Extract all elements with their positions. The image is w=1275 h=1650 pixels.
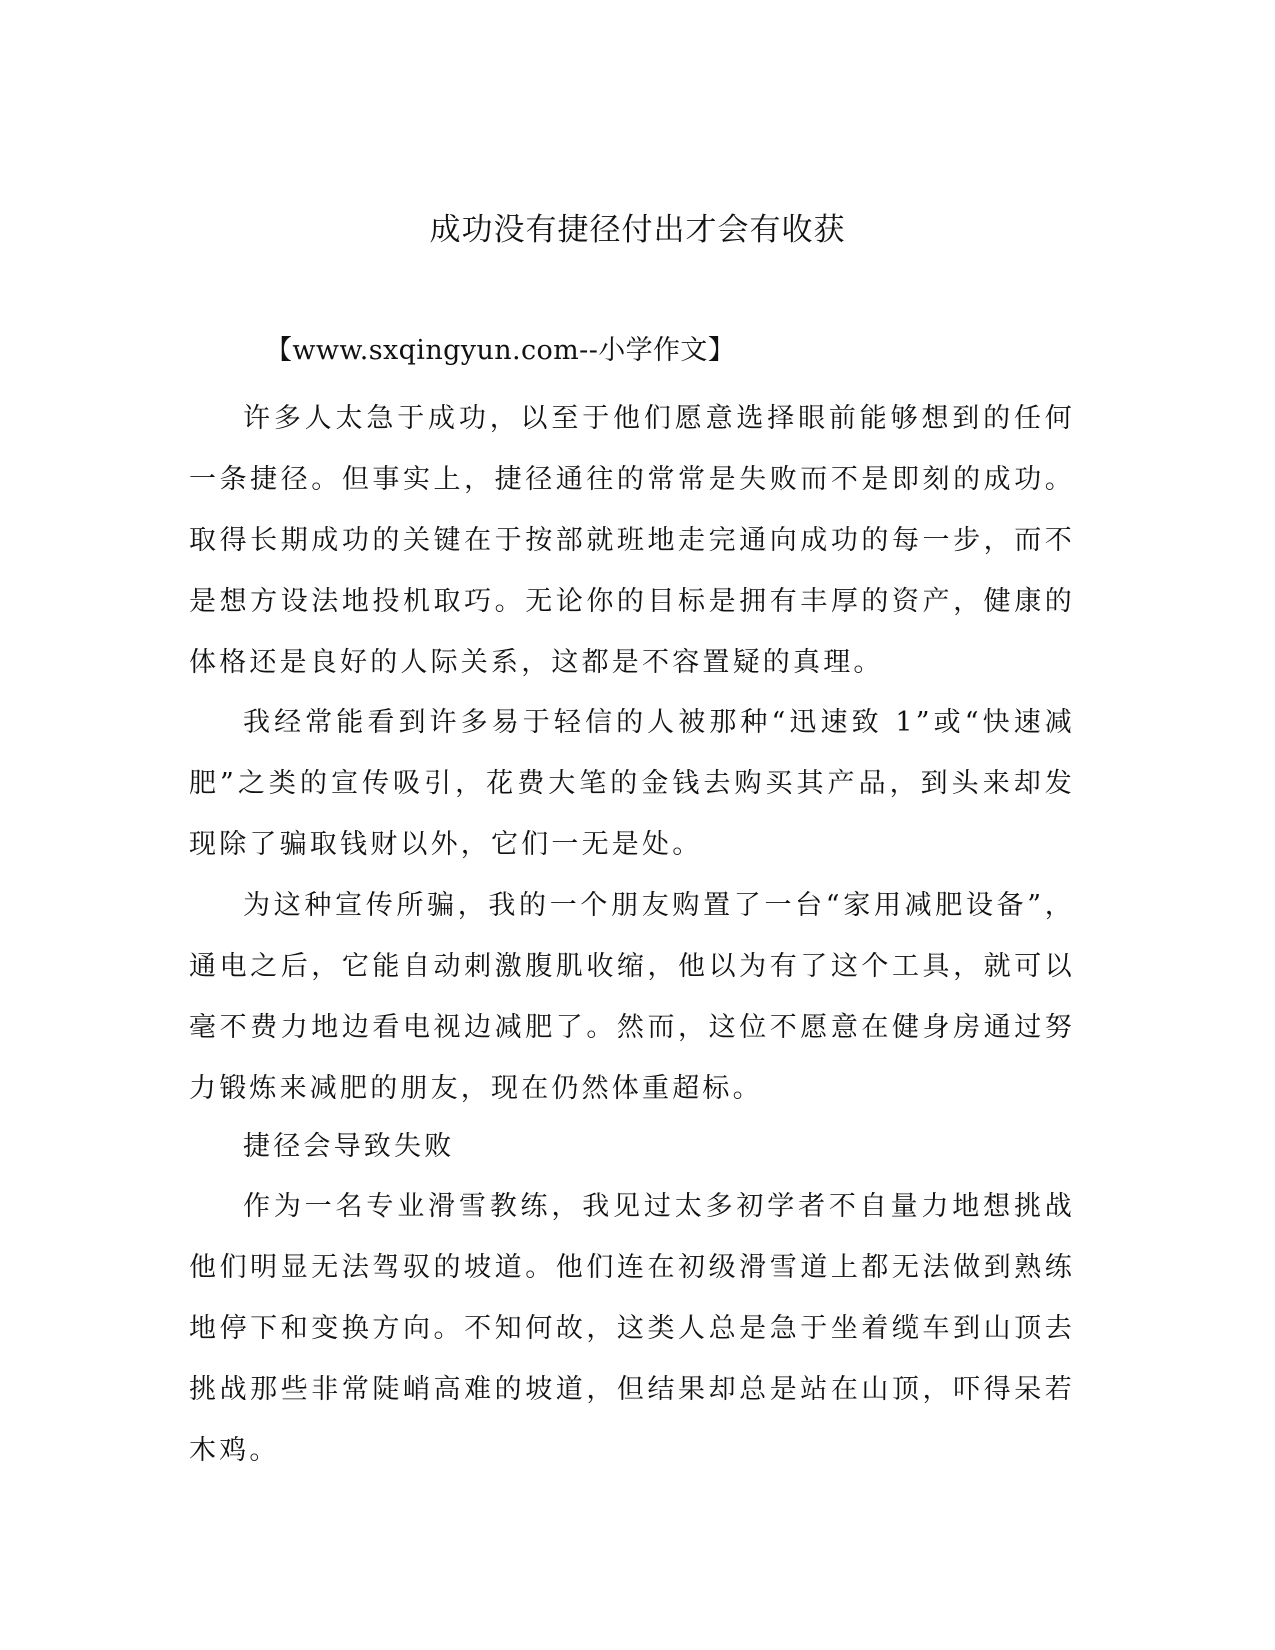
source-line: 【www.sxqingyun.com--小学作文】 bbox=[265, 335, 736, 366]
paragraph-1: 许多人太急于成功，以至于他们愿意选择眼前能够想到的任何一条捷径。但事实上，捷径通往的常常是失败而不是即刻的成功。取得长期成功的关键在于按部就班地走完通向成功的每一步，而不是想方设法地投机取巧。无论你的目标是拥有丰厚的资产，健康的体格还是良好的人际关系，这都是不容置疑的真理。 bbox=[189, 403, 1075, 678]
paragraph-2: 我经常能看到许多易于轻信的人被那种“迅速致 1”或“快速减肥”之类的宣传吸引，花费大笔的金钱去购买其产品，到头来却发现除了骗取钱财以外，它们一无是处。 bbox=[189, 707, 1075, 860]
paragraph-3: 为这种宣传所骗，我的一个朋友购置了一台“家用减肥设备”，通电之后，它能自动刺激腹肌收缩，他以为有了这个工具，就可以毫不费力地边看电视边减肥了。然而，这位不愿意在健身房通过努力锻炼来减肥的朋友，现在仍然体重超标。 bbox=[189, 890, 1075, 1104]
document-title: 成功没有捷径付出才会有收获 bbox=[429, 212, 846, 248]
section-heading: 捷径会导致失败 bbox=[243, 1131, 455, 1162]
paragraph-5: 作为一名专业滑雪教练，我见过太多初学者不自量力地想挑战他们明显无法驾驭的坡道。他们连在初级滑雪道上都无法做到熟练地停下和变换方向。不知何故，这类人总是急于坐着缆车到山顶去挑战那些非常陡峭高难的坡道，但结果却总是站在山顶，吓得呆若木鸡。 bbox=[189, 1191, 1075, 1466]
